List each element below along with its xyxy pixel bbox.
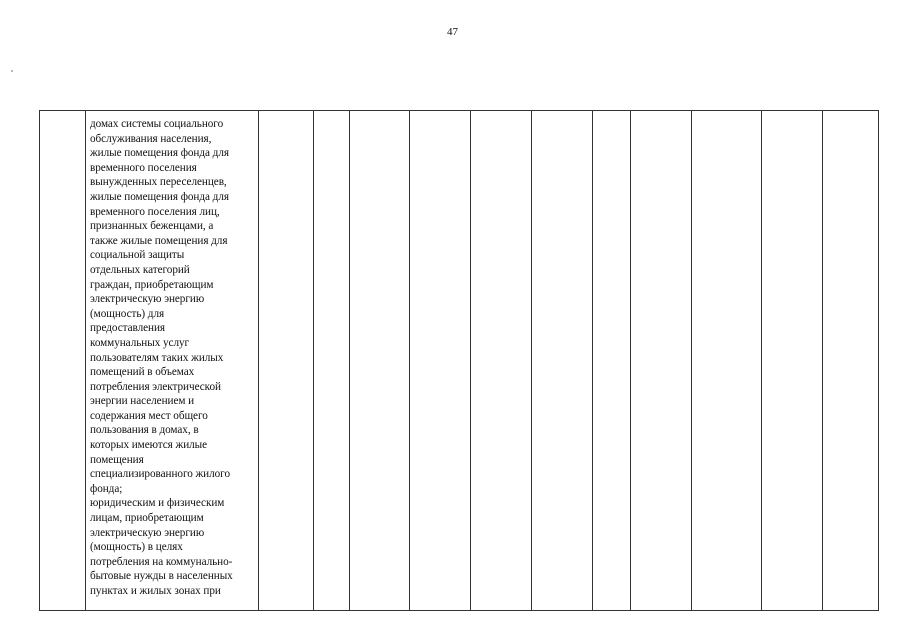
value-cell [471, 111, 532, 611]
value-cell [532, 111, 593, 611]
description-text: домах системы социального обслуживания населения, жилые помещения фонда для временного поселения вынужденных переселенцев, жилые помещения фонда для временного поселения лиц, признанных беженцами, а также жилые помещения для социальной защиты отдельных категорий граждан, приобретающим электрическую энергию (мощность) для предоставления коммунальных услуг пользователям таких жилых помещений в объемах потребления электрической энергии населением и содержания мест общего пользования в домах, в которых имеются жилые помещения специализированного жилого фонда; юридическим и физическим лицам, приобретающим электрическую энергию (мощность) в целях потребления на коммунально- бытовые нужды в населенных пунктах и жилых зонах при [90, 118, 233, 597]
value-cell [631, 111, 692, 611]
value-cell [692, 111, 762, 611]
page-number: 47 [447, 26, 458, 38]
value-cell [259, 111, 314, 611]
row-number-cell [40, 111, 86, 611]
value-cell [314, 111, 350, 611]
scan-speck [11, 70, 13, 72]
value-cell [762, 111, 823, 611]
value-cell [350, 111, 410, 611]
description-cell [86, 111, 259, 611]
table-row [40, 111, 879, 611]
value-cell [823, 111, 879, 611]
value-cell [410, 111, 471, 611]
value-cell [593, 111, 631, 611]
tariff-table [39, 110, 879, 611]
